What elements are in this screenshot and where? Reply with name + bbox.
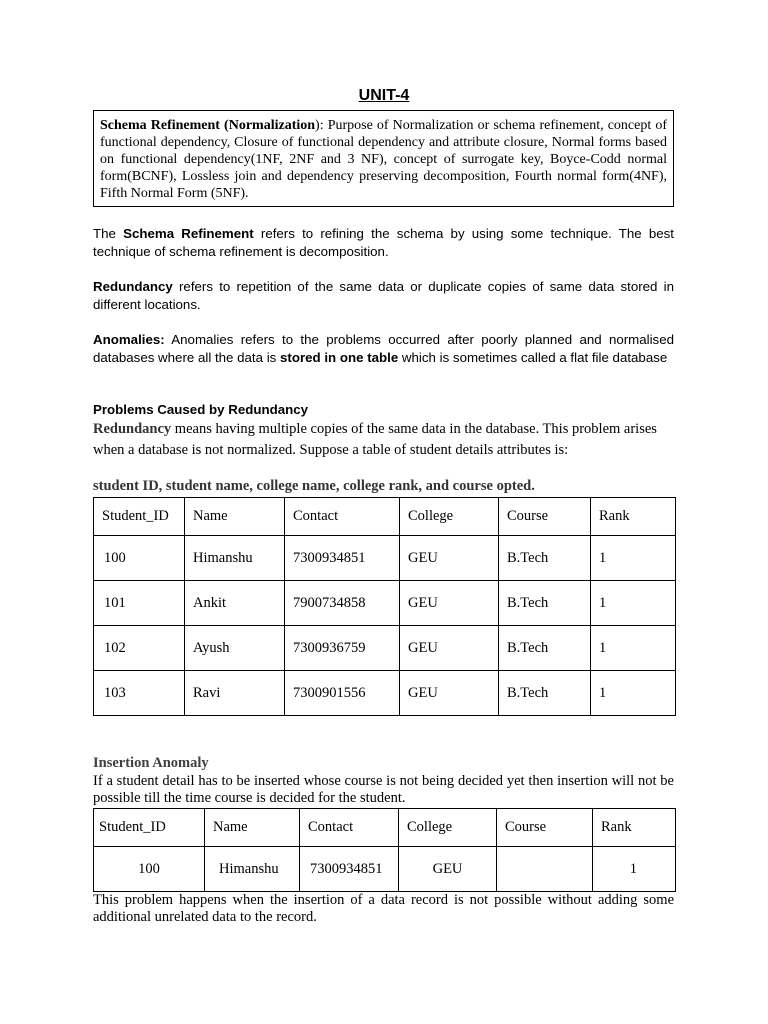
header-cell: Course [499,498,591,536]
redundancy-term: Redundancy [93,279,173,294]
table-cell: 1 [591,581,676,626]
header-cell: College [399,809,497,847]
table-cell: 1 [591,536,676,581]
schema-refinement-term: Schema Refinement [123,226,254,241]
header-cell: Name [185,498,285,536]
insertion-anomaly-paragraph: If a student detail has to be inserted whose course is not being decided yet then insertion will not be possible till the time course is decided for the student. [93,773,674,806]
table-cell: GEU [399,847,497,892]
table-header-row [94,809,676,847]
table-row [94,536,676,581]
anomalies-text: Anomalies refers to the problems occurred after poorly planned and normalised databases where all the data is [93,332,674,365]
table-row [94,626,676,671]
problems-heading: Problems Caused by Redundancy [93,402,309,417]
insertion-anomaly-heading: Insertion Anomaly [93,755,209,771]
table-cell: B.Tech [499,671,591,716]
header-cell: College [400,498,499,536]
summary-lead-end: ): [315,118,324,133]
page-title: UNIT-4 [358,87,410,104]
header-cell: Contact [300,809,399,847]
problems-term: Redundancy [93,421,172,437]
header-cell: Student_ID [94,498,185,536]
table-cell: B.Tech [499,581,591,626]
schema-refinement-pre: The [93,226,124,241]
redundancy-text: refers to repetition of the same data or duplicate copies of same data stored in different locations. [93,279,674,312]
table-cell: 102 [94,626,185,671]
table-cell: 100 [94,847,205,892]
header-cell: Name [205,809,300,847]
table-cell: 101 [94,581,185,626]
table-cell: GEU [400,626,499,671]
table-cell: 7300934851 [285,536,400,581]
problems-text: means having multiple copies of the same data in the database. This problem arises when a database is not normalized. Suppose a table of student details attributes is: [93,421,657,458]
closing-paragraph: This problem happens when the insertion of a data record is not possible without adding some additional unrelated data to the record. [93,892,674,925]
schema-refinement-paragraph [93,225,674,261]
schema-refinement-text: refers to refining the schema by using some technique. The best technique of schema refinement is decomposition. [93,226,674,259]
anomalies-text-end: which is sometimes called a flat file database [398,350,668,365]
header-cell: Contact [285,498,400,536]
table-cell: GEU [400,581,499,626]
header-cell: Course [497,809,593,847]
summary-lead: Schema Refinement (Normalization [100,118,316,133]
anomalies-paragraph [93,331,674,367]
table-header-row [94,498,676,536]
student-details-table [93,497,676,716]
header-cell: Student_ID [94,809,205,847]
table-cell: 7300901556 [285,671,400,716]
table-cell: 100 [94,536,185,581]
table-row [94,581,676,626]
table-cell: 7900734858 [285,581,400,626]
problems-paragraph [93,419,674,461]
table-cell: Ayush [185,626,285,671]
table-cell: 103 [94,671,185,716]
table-cell [497,847,593,892]
table-cell: 1 [591,671,676,716]
table-cell: Himanshu [185,536,285,581]
redundancy-paragraph [93,278,674,314]
table-row [94,671,676,716]
unit-summary-box [93,110,674,207]
table-cell: Himanshu [205,847,300,892]
summary-text: Purpose of Normalization or schema refinement, concept of functional dependency, Closure of functional dependency and attribute closure, Normal forms based on functional dependency(1NF, 2NF and 3 NF), concept of surrogate key, Boyce-Codd normal form(BCNF), Lossless join and dependency preserving decomposition, Fourth normal form(4NF), Fifth Normal Form (5NF). [100,118,668,201]
table-cell: B.Tech [499,536,591,581]
header-cell: Rank [591,498,676,536]
insertion-example-table [93,808,676,892]
table-cell: 1 [593,847,676,892]
header-cell: Rank [593,809,676,847]
table-cell: 7300936759 [285,626,400,671]
table-cell: GEU [400,536,499,581]
table-cell: Ravi [185,671,285,716]
table-cell: Ankit [185,581,285,626]
anomalies-emphasis: stored in one table [280,350,399,365]
attributes-line: student ID, student name, college name, college rank, and course opted. [93,478,535,494]
anomalies-term: Anomalies: [93,332,165,347]
table-cell: GEU [400,671,499,716]
table-cell: 7300934851 [300,847,399,892]
table-cell: B.Tech [499,626,591,671]
table-row [94,847,676,892]
table-cell: 1 [591,626,676,671]
